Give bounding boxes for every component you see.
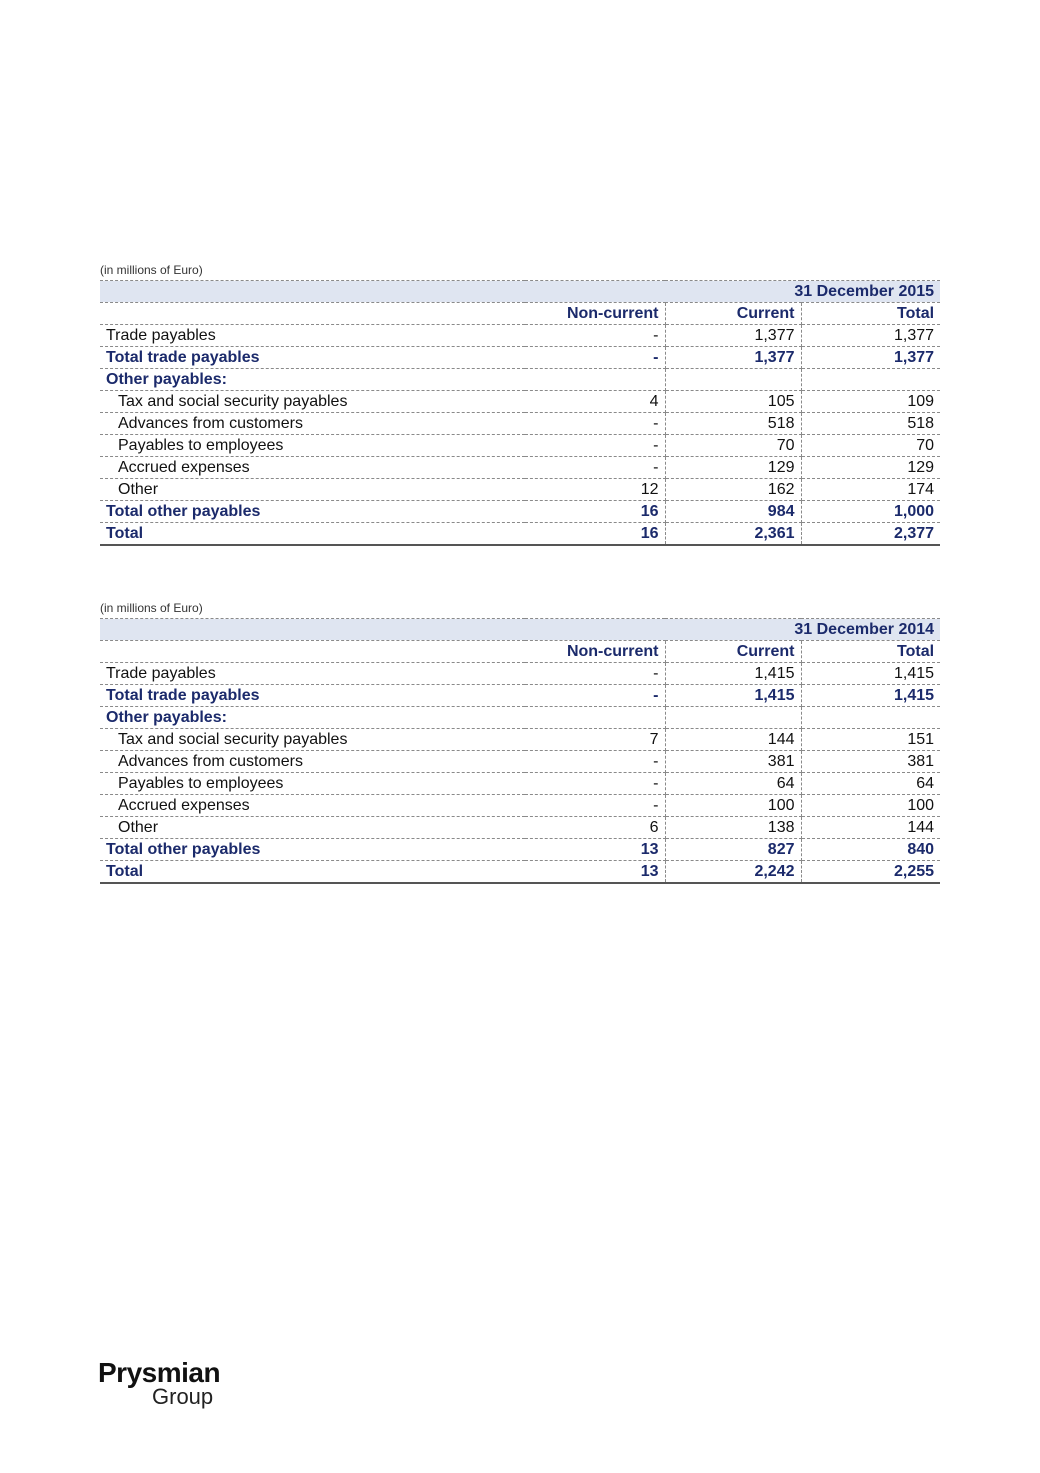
row-label: Accrued expenses — [100, 795, 525, 817]
prysmian-group-logo — [98, 1358, 228, 1414]
payables-table-2015 — [100, 262, 940, 546]
cell-non-current: - — [525, 457, 665, 479]
financial-table — [100, 618, 940, 884]
table-row — [100, 391, 940, 413]
cell-non-current — [525, 369, 665, 391]
table-row — [100, 729, 940, 751]
cell-current: 70 — [665, 435, 801, 457]
cell-total: 1,415 — [801, 663, 940, 685]
row-label: Tax and social security payables — [100, 729, 525, 751]
cell-total: 100 — [801, 795, 940, 817]
logo-sub: Group — [152, 1384, 214, 1409]
cell-current: 827 — [665, 839, 801, 861]
cell-non-current: - — [525, 325, 665, 347]
column-header-row — [100, 303, 940, 325]
cell-non-current: - — [525, 751, 665, 773]
column-header-current: Current — [665, 641, 801, 663]
table-row — [100, 817, 940, 839]
cell-non-current: - — [525, 347, 665, 369]
cell-total: 1,377 — [801, 325, 940, 347]
table-row — [100, 685, 940, 707]
label-column-header — [100, 303, 525, 325]
cell-total: 70 — [801, 435, 940, 457]
cell-non-current: 13 — [525, 839, 665, 861]
row-label: Payables to employees — [100, 435, 525, 457]
cell-current: 105 — [665, 391, 801, 413]
payables-table-2014 — [100, 600, 940, 884]
cell-current: 381 — [665, 751, 801, 773]
cell-non-current: 12 — [525, 479, 665, 501]
cell-total: 840 — [801, 839, 940, 861]
row-label: Total trade payables — [100, 685, 525, 707]
row-label: Total trade payables — [100, 347, 525, 369]
section-label: Other payables: — [100, 707, 525, 729]
cell-current: 518 — [665, 413, 801, 435]
cell-current: 1,377 — [665, 347, 801, 369]
cell-current: 2,361 — [665, 523, 801, 546]
period-header-row — [100, 619, 940, 641]
row-label: Other — [100, 479, 525, 501]
cell-total: 518 — [801, 413, 940, 435]
cell-total: 129 — [801, 457, 940, 479]
financial-table — [100, 280, 940, 546]
cell-current: 1,377 — [665, 325, 801, 347]
table-row — [100, 751, 940, 773]
cell-current: 64 — [665, 773, 801, 795]
cell-current: 138 — [665, 817, 801, 839]
cell-current — [665, 707, 801, 729]
cell-total: 109 — [801, 391, 940, 413]
table-row — [100, 773, 940, 795]
cell-current: 129 — [665, 457, 801, 479]
column-header-total: Total — [801, 641, 940, 663]
cell-total: 64 — [801, 773, 940, 795]
table-row — [100, 861, 940, 884]
cell-non-current — [525, 707, 665, 729]
unit-note: (in millions of Euro) — [100, 263, 203, 277]
cell-total: 144 — [801, 817, 940, 839]
cell-non-current: - — [525, 685, 665, 707]
column-header-non-current: Non-current — [525, 641, 665, 663]
column-header-total: Total — [801, 303, 940, 325]
table-row — [100, 501, 940, 523]
row-label: Advances from customers — [100, 413, 525, 435]
logo-name: Prysmian — [98, 1357, 221, 1388]
column-header-current: Current — [665, 303, 801, 325]
row-label: Payables to employees — [100, 773, 525, 795]
period-header-row — [100, 281, 940, 303]
cell-total: 1,000 — [801, 501, 940, 523]
table-row — [100, 839, 940, 861]
section-row — [100, 369, 940, 391]
cell-total: 174 — [801, 479, 940, 501]
section-label: Other payables: — [100, 369, 525, 391]
cell-total: 1,415 — [801, 685, 940, 707]
row-label: Advances from customers — [100, 751, 525, 773]
cell-non-current: - — [525, 795, 665, 817]
table-row — [100, 435, 940, 457]
cell-non-current: 6 — [525, 817, 665, 839]
column-header-non-current: Non-current — [525, 303, 665, 325]
row-label: Trade payables — [100, 663, 525, 685]
table-row — [100, 413, 940, 435]
cell-current: 1,415 — [665, 663, 801, 685]
cell-non-current: - — [525, 435, 665, 457]
table-row — [100, 663, 940, 685]
unit-note: (in millions of Euro) — [100, 601, 203, 615]
cell-total — [801, 369, 940, 391]
row-label: Other — [100, 817, 525, 839]
cell-non-current: 4 — [525, 391, 665, 413]
period-header: 31 December 2015 — [100, 281, 940, 303]
cell-non-current: 13 — [525, 861, 665, 884]
cell-total — [801, 707, 940, 729]
cell-non-current: - — [525, 773, 665, 795]
row-label: Accrued expenses — [100, 457, 525, 479]
label-column-header — [100, 641, 525, 663]
cell-total: 381 — [801, 751, 940, 773]
table-row — [100, 457, 940, 479]
row-label: Total — [100, 523, 525, 546]
cell-current: 1,415 — [665, 685, 801, 707]
cell-total: 2,255 — [801, 861, 940, 884]
cell-non-current: 16 — [525, 523, 665, 546]
table-row — [100, 795, 940, 817]
cell-current: 984 — [665, 501, 801, 523]
cell-total: 1,377 — [801, 347, 940, 369]
row-label: Trade payables — [100, 325, 525, 347]
cell-non-current: 7 — [525, 729, 665, 751]
cell-current: 144 — [665, 729, 801, 751]
cell-current: 100 — [665, 795, 801, 817]
row-label: Total other payables — [100, 839, 525, 861]
period-header: 31 December 2014 — [100, 619, 940, 641]
cell-current: 2,242 — [665, 861, 801, 884]
table-row — [100, 523, 940, 546]
table-row — [100, 479, 940, 501]
row-label: Total — [100, 861, 525, 884]
row-label: Tax and social security payables — [100, 391, 525, 413]
cell-current: 162 — [665, 479, 801, 501]
cell-total: 2,377 — [801, 523, 940, 546]
cell-non-current: - — [525, 413, 665, 435]
section-row — [100, 707, 940, 729]
row-label: Total other payables — [100, 501, 525, 523]
table-row — [100, 325, 940, 347]
cell-non-current: 16 — [525, 501, 665, 523]
cell-non-current: - — [525, 663, 665, 685]
cell-total: 151 — [801, 729, 940, 751]
column-header-row — [100, 641, 940, 663]
table-row — [100, 347, 940, 369]
cell-current — [665, 369, 801, 391]
